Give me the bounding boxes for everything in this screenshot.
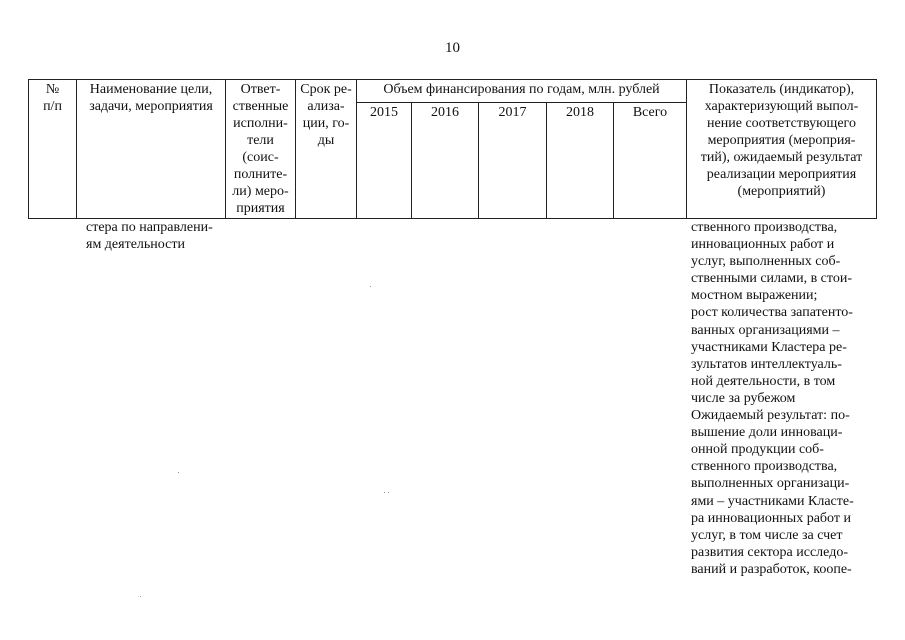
header-table [28,79,877,219]
scan-speck [178,472,179,473]
indicator-text: ственного производства, инновационных работ и услуг, выполненных соб- ственными силами, в стои- мостном выражении; рост количества запатенто- ванных организациями – участниками Кластера ре- зультатов интеллектуаль- ной деятельности, в том числе за рубежом Ожидаемый результат: по- вышение доли инноваци- онной продукции соб- ственного производства, выполненных организаци- ями – участниками Класте- ра инновационных работ и услуг, в том числе за счет развития сектора исследо- ваний и разработок, коопе- [691,220,854,577]
header-indicator: Показатель (индикатор), характеризующий выпол- нение соответствующего мероприятия (мероприя- тий), ожидаемый результат реализации мероприятия (мероприятий) [687,80,877,219]
header-responsible: Ответ- ственные исполни- тели (соис- полните- ли) меро- приятия [226,80,296,219]
header-total: Всего [614,102,687,218]
scan-speck [384,492,385,493]
goal-name-text: стера по направлени- ям деятельности [86,220,213,253]
header-funding: Объем финансирования по годам, млн. рублей [357,80,687,103]
scan-speck [388,492,389,493]
page-number: 10 [445,40,460,56]
header-year-2015: 2015 [357,102,412,218]
header-name: Наименование цели, задачи, мероприятия [77,80,226,219]
header-year-2017: 2017 [479,102,547,218]
header-year-2018: 2018 [547,102,614,218]
header-term: Срок ре- ализа- ции, го- ды [296,80,357,219]
scan-speck [140,596,141,597]
header-num: № п/п [29,80,77,219]
scan-speck [370,286,371,287]
header-year-2016: 2016 [412,102,479,218]
